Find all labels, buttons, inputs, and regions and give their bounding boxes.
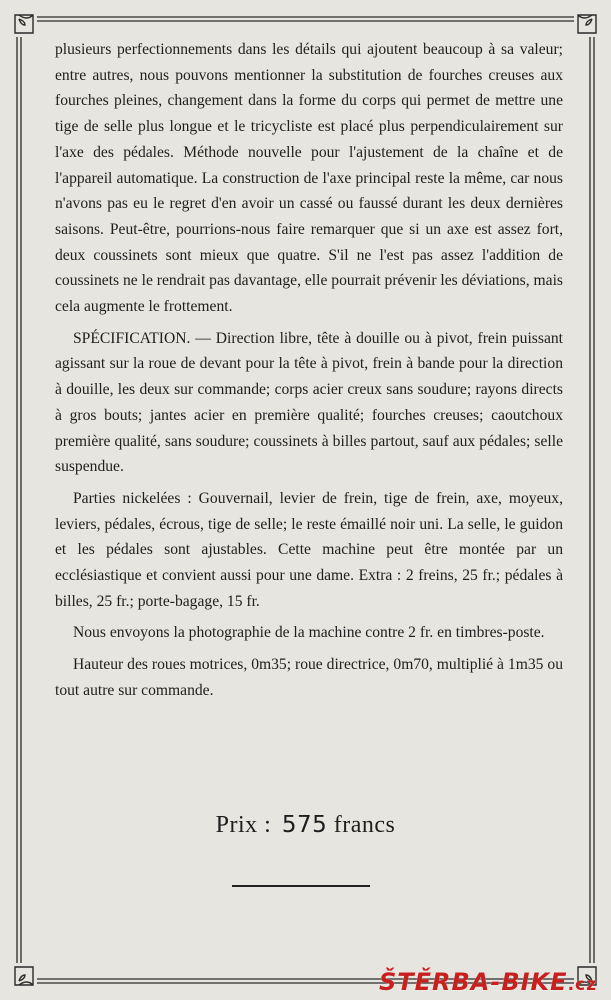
paragraph-photograph: Nous envoyons la photographie de la machine contre 2 fr. en timbres-poste. — [73, 624, 545, 642]
watermark-tld: .cz — [567, 975, 597, 995]
paragraph-nickel-parts: Parties nickelées : Gouvernail, levier de frein, tige de frein, axe, moyeux, leviers, pédales, écrous, tige de selle; le reste émaillé noir uni. La selle, le guidon et les pédales sont ajustables. Cette machine peut être montée par un ecclésiastique et convient aussi pour une dame. Extra : 2 freins, 25 fr.; pédales à billes, 25 fr.; porte-bagage, 15 fr. — [55, 489, 563, 610]
watermark-suffix: -BIKE — [490, 968, 568, 996]
paragraph-specification: SPÉCIFICATION. — Direction libre, tête à douille ou à pivot, frein puissant agissant sur la roue de devant pour la tête à pivot, frein à bande pour la direction à douille, les deux sur commande; corps acier creux sans soudure; rayons directs à gros bouts; jantes acier en première qualité; fourches creuses; caoutchoux première qualité, sans soudure; coussinets à billes partout, sauf aux pédales; selle suspendue. — [55, 329, 563, 476]
price-amount: 575 — [281, 812, 328, 838]
price-label: Prix : — [215, 812, 272, 838]
paragraph-intro: plusieurs perfectionnements dans les détails qui ajoutent beaucoup à sa valeur; entre autres, nous pouvons mentionner la substitution de fourches creuses aux fourches pleines, changement dans la forme du corps qui permet de mettre une tige de selle plus longue et le tricycliste est placé plus perpendiculairement sur l'axe des pédales. Méthode nouvelle pour l'ajustement de la chaîne et de l'appareil automatique. La construction de l'axe principal reste la même, car nous n'avons pas eu le regret d'en avoir un cassé ou faussé durant les deux dernières saisons. Peut-être, pourrions-nous faire remarquer que si un axe est assez fort, deux coussinets sont mieux que quatre. S'il ne l'est pas assez l'addition de coussinets ne le rendrait pas davantage, elle pourrait prévenir les déviations, mais cela augmente le frottement. — [55, 41, 563, 316]
paragraph-dimensions: Hauteur des roues motrices, 0m35; roue directrice, 0m70, multiplié à 1m35 ou tout autre sur commande. — [55, 656, 563, 699]
watermark-name: ŠTĚRBA — [378, 968, 491, 996]
price-unit: francs — [333, 812, 396, 838]
closing-rule — [232, 885, 370, 887]
watermark-logo — [379, 968, 597, 996]
price-line — [0, 812, 611, 839]
body-text — [55, 37, 563, 704]
